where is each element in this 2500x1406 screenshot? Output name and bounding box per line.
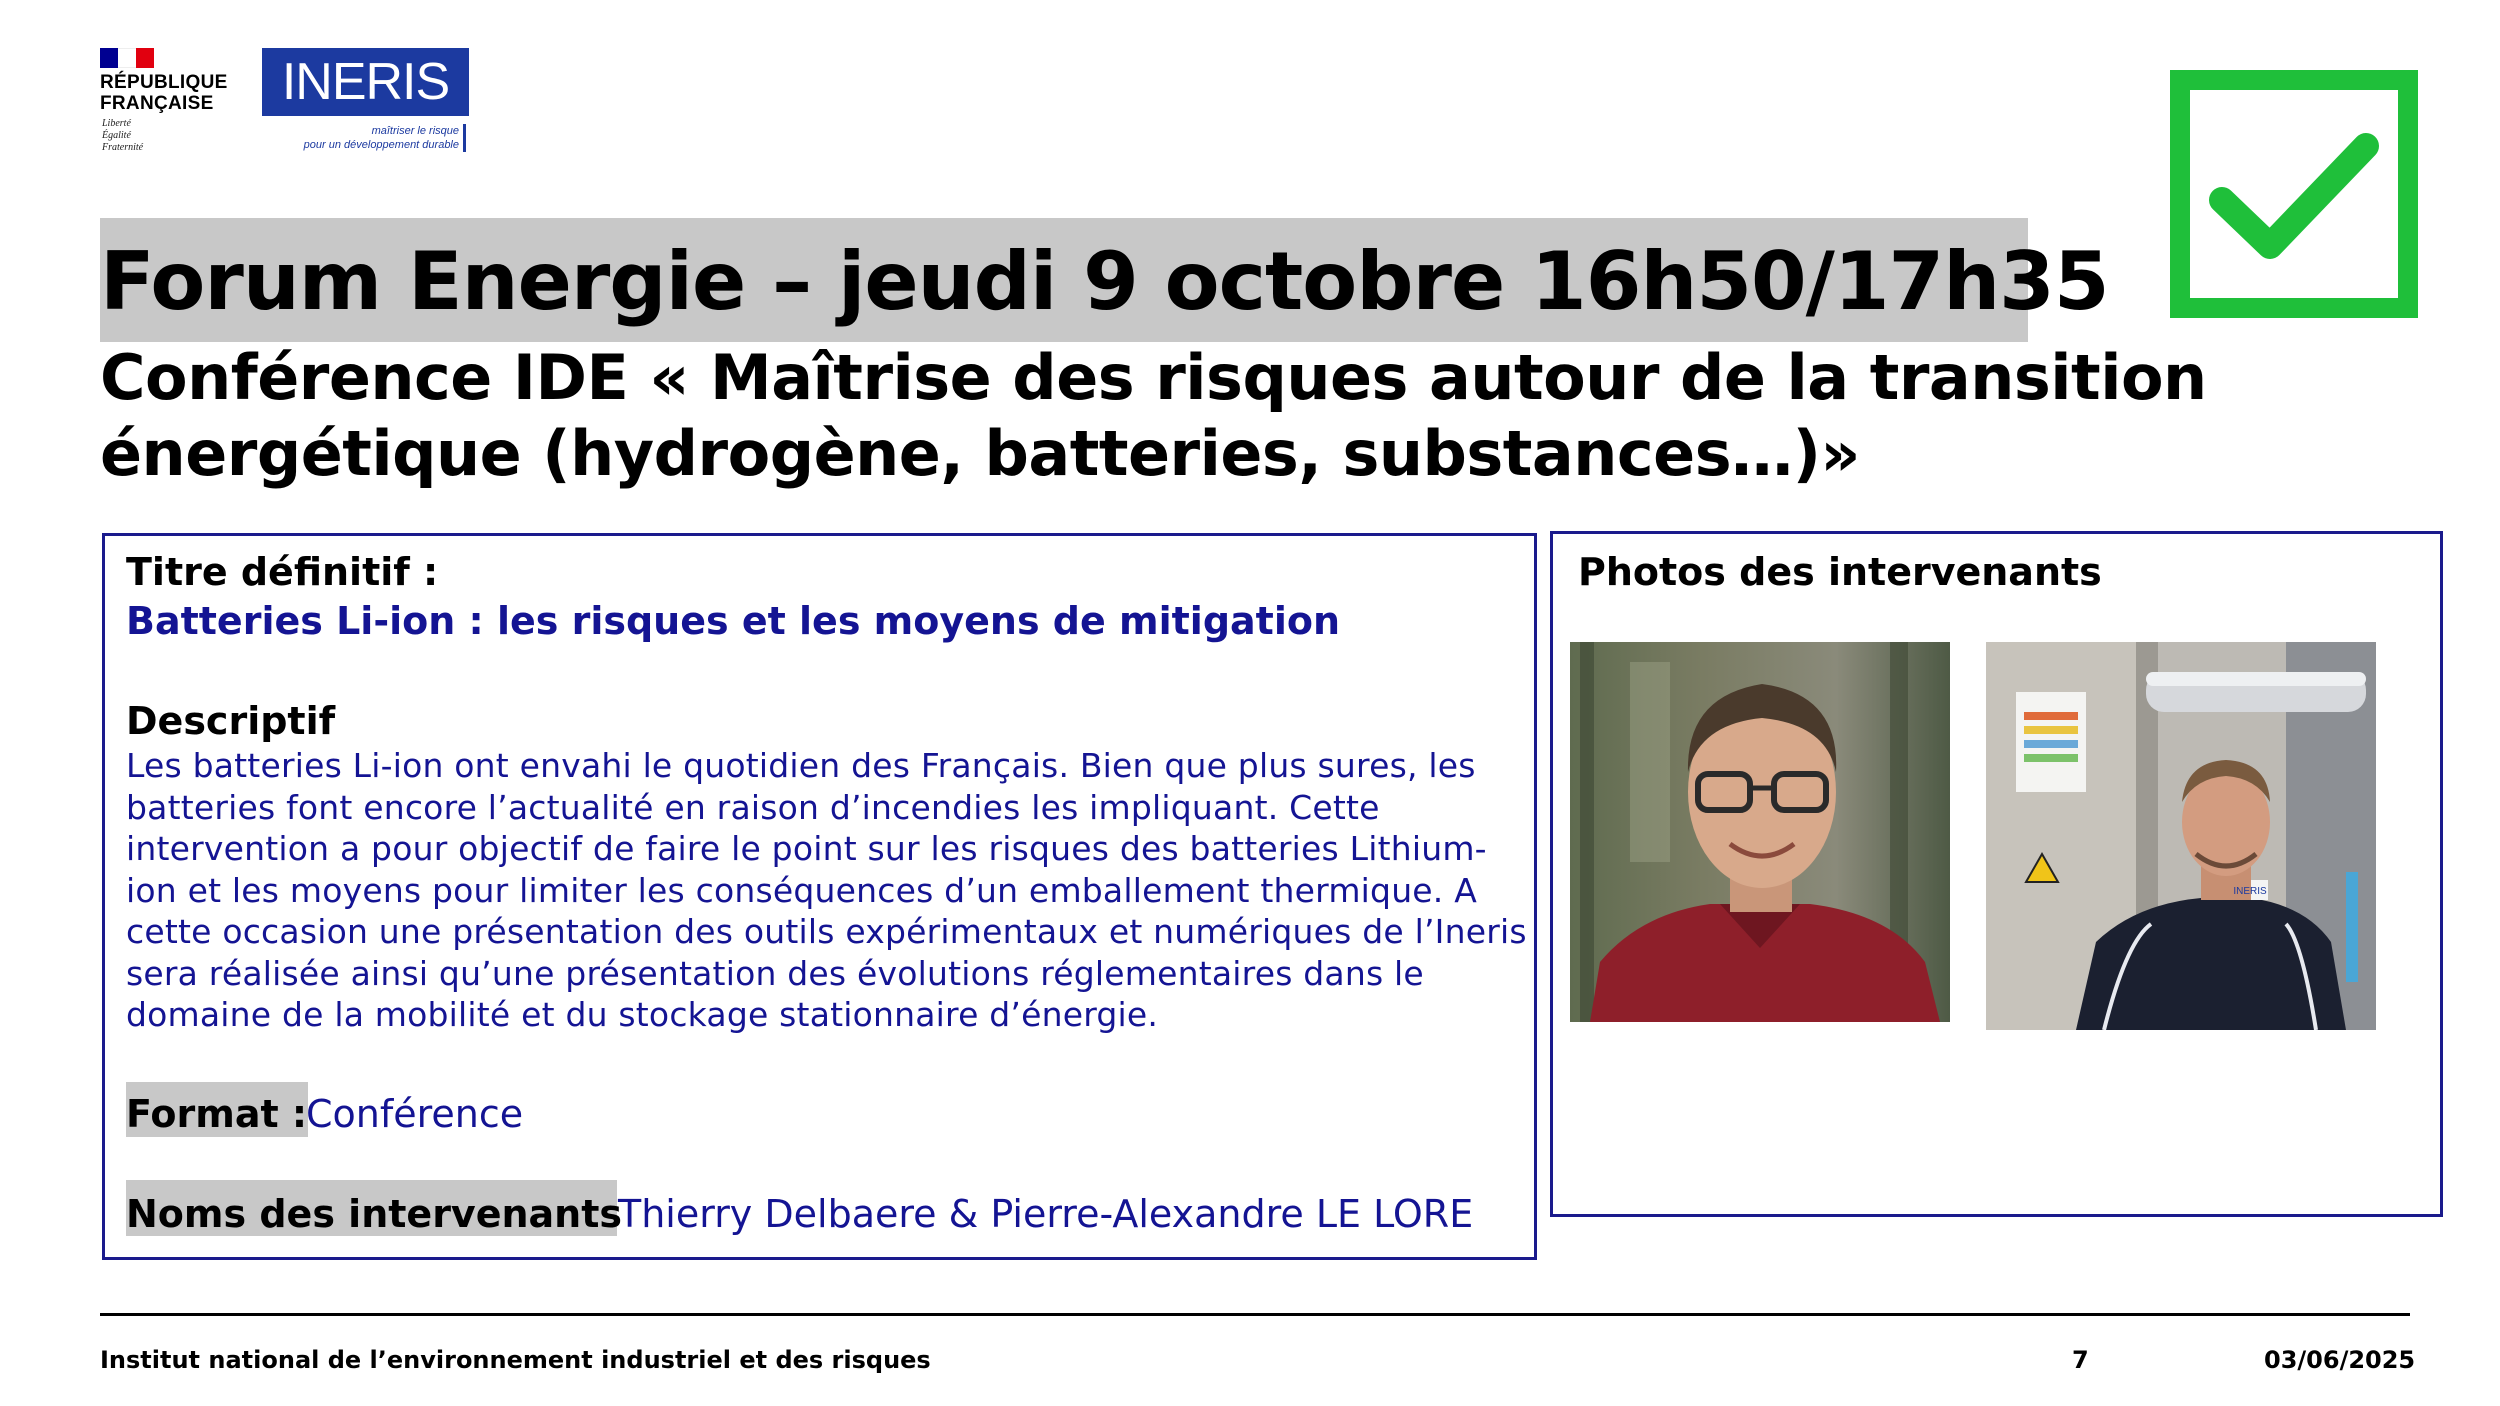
checkbox-checked-icon (2170, 70, 2418, 318)
republique-francaise-flag-icon (100, 48, 154, 68)
footer-organization: Institut national de l’environnement industriel et des risques (100, 1346, 931, 1374)
motto-egalite: Égalité (102, 130, 131, 141)
format-label: Format : (126, 1092, 308, 1136)
photos-label: Photos des intervenants (1578, 550, 2102, 594)
motto-liberte: Liberté (102, 118, 131, 129)
format-value: Conférence (306, 1092, 524, 1136)
noms-label: Noms des intervenants (126, 1192, 623, 1236)
titre-value: Batteries Li-ion : les risques et les moyens de mitigation (126, 599, 1341, 643)
titre-label: Titre définitif : (126, 550, 439, 594)
descriptif-text: Les batteries Li-ion ont envahi le quotidien des Français. Bien que plus sures, les batteries font encore l’actualité en raison d’incendies les impliquant. Cette intervention a pour objectif de faire le point sur les risques des batteries Lithium-ion et les moyens pour limiter les conséquences d’un emballement thermique. A cette occasion une présentation des outils expérimentaux et numériques de l’Ineris sera réalisée ainsi qu’une présentation des évolutions réglementaires dans le domaine de la mobilité et du stockage stationnaire d’énergie. (126, 746, 1527, 1034)
ineris-badge: INERIS (2233, 886, 2267, 897)
republique-name-line2: FRANÇAISE (100, 93, 214, 114)
descriptif-label: Descriptif (126, 699, 336, 743)
republique-name-line1: RÉPUBLIQUE (100, 72, 228, 93)
page-number: 7 (2072, 1346, 2089, 1374)
page-subtitle: Conférence IDE « Maîtrise des risques autour de la transition énergétique (hydrogène, batteries, substances…)» (100, 341, 2207, 490)
ineris-tagline-line2: pour un développement durable (303, 139, 459, 151)
ineris-tagline (262, 124, 466, 152)
footer-divider (100, 1313, 2410, 1316)
motto-fraternite: Fraternité (102, 142, 144, 153)
republique-francaise-logo (100, 72, 228, 114)
footer-date: 03/06/2025 (2264, 1346, 2416, 1374)
page-title: Forum Energie – jeudi 9 octobre 16h50/17h35 (100, 235, 2109, 328)
ineris-tagline-line1: maîtriser le risque (371, 125, 459, 137)
speaker-photo-2 (1986, 642, 2376, 1030)
ineris-logo: INERIS (262, 48, 469, 116)
republique-motto (102, 118, 143, 154)
noms-value: Thierry Delbaere & Pierre-Alexandre LE LORE (618, 1192, 1474, 1236)
speaker-photo-1 (1570, 642, 1950, 1022)
